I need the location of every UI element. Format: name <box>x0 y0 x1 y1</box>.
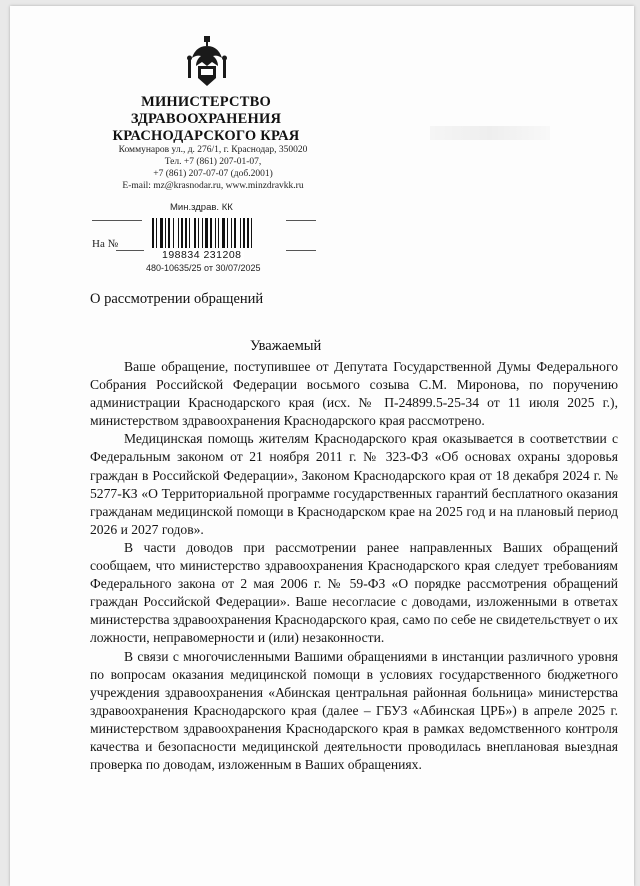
ministry-name <box>96 94 316 145</box>
ministry-name-line3: КРАСНОДАРСКОГО КРАЯ <box>112 128 300 144</box>
registration-stamp-label: Мин.здрав. КК <box>170 202 233 213</box>
date-line <box>92 220 142 221</box>
reply-number-line <box>116 250 144 251</box>
ministry-contacts <box>88 144 338 192</box>
letter-subject: О рассмотрении обращений <box>90 291 264 307</box>
document-page <box>10 6 634 886</box>
email-website: E-mail: mz@krasnodar.ru, www.minzdravkk.ru <box>122 181 304 191</box>
ministry-name-line2: ЗДРАВООХРАНЕНИЯ <box>130 111 282 127</box>
barcode-icon <box>150 218 280 248</box>
barcode-number: 198834 231208 <box>162 249 242 261</box>
phone-line-1: Тел. +7 (861) 207-01-07, <box>164 157 262 167</box>
registration-number: 480-10635/25 от 30/07/2025 <box>146 263 261 273</box>
greeting: Уважаемый <box>250 338 322 354</box>
faint-stamp-mark <box>430 126 550 140</box>
reply-to-label: На № <box>92 238 119 250</box>
number-line <box>286 220 316 221</box>
reply-date-line <box>286 250 316 251</box>
phone-line-2: +7 (861) 207-07-07 (доб.2001) <box>153 169 273 179</box>
ministry-name-line1: МИНИСТЕРСТВО <box>141 94 271 110</box>
paragraph: В части доводов при рассмотрении ранее направленных Ваших обращений сообщаем, что министерство здравоохранения Краснодарского края следует требованиям Федерального закона от 2 мая 2006 г. № 59-ФЗ «О порядке рассмотрения обращений граждан Российской Федерации». Ваше несогласие с доводами, изложенными в ответах министерства здравоохранения Краснодарского края, само по себе не свидетельствует о их ложности, неправомерности и (или) незаконности. <box>90 539 618 646</box>
paragraph: Ваше обращение, поступившее от Депутата Государственной Думы Федерального Собрания Российской Федерации восьмого созыва С.М. Миронова, по поручению администрации Краснодарского края (исх. № П-24899.5-25-34 от 11 июля 2025 г.), министерством здравоохранения Краснодарского края рассмотрено. <box>90 359 618 429</box>
paragraph: Медицинская помощь жителям Краснодарского края оказывается в соответствии с Федеральным законом от 21 ноября 2011 г. № 323-ФЗ «Об основах охраны здоровья граждан в Российской Федерации», Законом Краснодарского края от 18 декабря 2024 г. № 5277-КЗ «О Территориальной программе государственных гарантий бесплатного оказания гражданам медицинской помощи в Краснодарском крае на 2025 год и на плановый период 2026 и 2027 годов». <box>90 431 618 537</box>
letter-body <box>90 358 618 774</box>
paragraph: В связи с многочисленными Вашими обращениями в инстанции различного уровня по вопросам оказания медицинской помощи в условиях государственного бюджетного учреждения здравоохранения «Абинская центральная районная больница» министерства здравоохранения Краснодарского края (далее – ГБУЗ «Абинская ЦРБ») в апреле 2025 г. министерством здравоохранения Краснодарского края в рамках ведомственного контроля качества и безопасности медицинской деятельности проводилась внеплановая выездная проверка по доводам, изложенным в Ваших обращениях. <box>90 648 618 773</box>
address: Коммунаров ул., д. 276/1, г. Краснодар, 350020 <box>118 145 308 155</box>
coat-of-arms-icon <box>186 36 228 88</box>
